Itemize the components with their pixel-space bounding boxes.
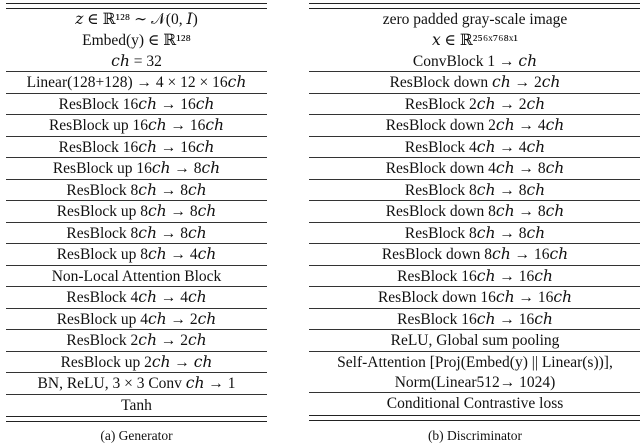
- table-row: ResBlock 16𝑐ℎ → 16𝑐ℎ: [6, 137, 267, 159]
- table-row: ResBlock 16𝑐ℎ → 16𝑐ℎ: [309, 309, 640, 331]
- table-row: ResBlock 4𝑐ℎ → 4𝑐ℎ: [6, 287, 267, 309]
- table-row: ResBlock 8𝑐ℎ → 8𝑐ℎ: [309, 223, 640, 245]
- table-row: ReLU, Global sum pooling: [309, 330, 640, 352]
- table-row: ResBlock up 16𝑐ℎ → 16𝑐ℎ: [6, 115, 267, 137]
- table-row: Non-Local Attention Block: [6, 266, 267, 288]
- table-row: 𝑥 ∈ ℝ²⁵⁶ˣ⁷⁶⁸ˣ¹: [431, 31, 519, 49]
- discriminator-table: [309, 0, 640, 421]
- generator-caption: (a) Generator: [100, 428, 173, 443]
- table-row: ResBlock 4𝑐ℎ → 4𝑐ℎ: [309, 137, 640, 159]
- table-row: ResBlock 16𝑐ℎ → 16𝑐ℎ: [309, 266, 640, 288]
- table-row: Embed(y) ∈ ℝ¹²⁸: [82, 31, 191, 49]
- table-row: ResBlock 8𝑐ℎ → 8𝑐ℎ: [6, 223, 267, 245]
- table-row: ResBlock up 8𝑐ℎ → 8𝑐ℎ: [6, 201, 267, 223]
- bottom-double-rule: [6, 416, 267, 422]
- discriminator-caption: (b) Discriminator: [427, 428, 523, 443]
- table-row: ResBlock down 𝑐ℎ → 2𝑐ℎ: [309, 72, 640, 94]
- table-row: ResBlock 8𝑐ℎ → 8𝑐ℎ: [6, 180, 267, 202]
- table-row: Norm(Linear512→ 1024): [309, 373, 640, 393]
- table-row: ResBlock 2𝑐ℎ → 2𝑐ℎ: [6, 330, 267, 352]
- table-row: ResBlock up 4𝑐ℎ → 2𝑐ℎ: [6, 309, 267, 331]
- table-row: Self-Attention [Proj(Embed(y) || Linear(s))],: [337, 353, 613, 371]
- table-row: ResBlock up 8𝑐ℎ → 4𝑐ℎ: [6, 244, 267, 266]
- table-row: ResBlock up 2𝑐ℎ → 𝑐ℎ: [6, 352, 267, 374]
- table-row: ResBlock down 16𝑐ℎ → 16𝑐ℎ: [309, 287, 640, 309]
- table-row: ResBlock down 8𝑐ℎ → 8𝑐ℎ: [309, 201, 640, 223]
- table-row: ResBlock up 16𝑐ℎ → 8𝑐ℎ: [6, 158, 267, 180]
- table-row: 𝑐ℎ = 32: [6, 51, 267, 73]
- table-row: 𝑧 ∈ ℝ¹²⁸ ∼ 𝒩(0, 𝐼): [75, 11, 198, 28]
- table-row: ResBlock 8𝑐ℎ → 8𝑐ℎ: [309, 180, 640, 202]
- table-row: Linear(128+128) → 4 × 12 × 16𝑐ℎ: [6, 72, 267, 94]
- table-row: Conditional Contrastive loss: [386, 395, 564, 412]
- table-row: Tanh: [121, 396, 152, 414]
- table-row: ResBlock down 8𝑐ℎ → 16𝑐ℎ: [309, 244, 640, 266]
- generator-table: [6, 0, 267, 422]
- table-row: ResBlock 16𝑐ℎ → 16𝑐ℎ: [6, 94, 267, 116]
- table-row: zero padded gray-scale image: [382, 11, 568, 28]
- table-row: ResBlock down 4𝑐ℎ → 8𝑐ℎ: [309, 158, 640, 180]
- table-row: BN, ReLU, 3 × 3 Conv 𝑐ℎ → 1: [6, 373, 267, 395]
- table-row: ConvBlock 1 → 𝑐ℎ: [309, 51, 640, 73]
- table-row: ResBlock 2𝑐ℎ → 2𝑐ℎ: [309, 94, 640, 116]
- bottom-double-rule: [309, 415, 640, 421]
- table-row: ResBlock down 2𝑐ℎ → 4𝑐ℎ: [309, 115, 640, 137]
